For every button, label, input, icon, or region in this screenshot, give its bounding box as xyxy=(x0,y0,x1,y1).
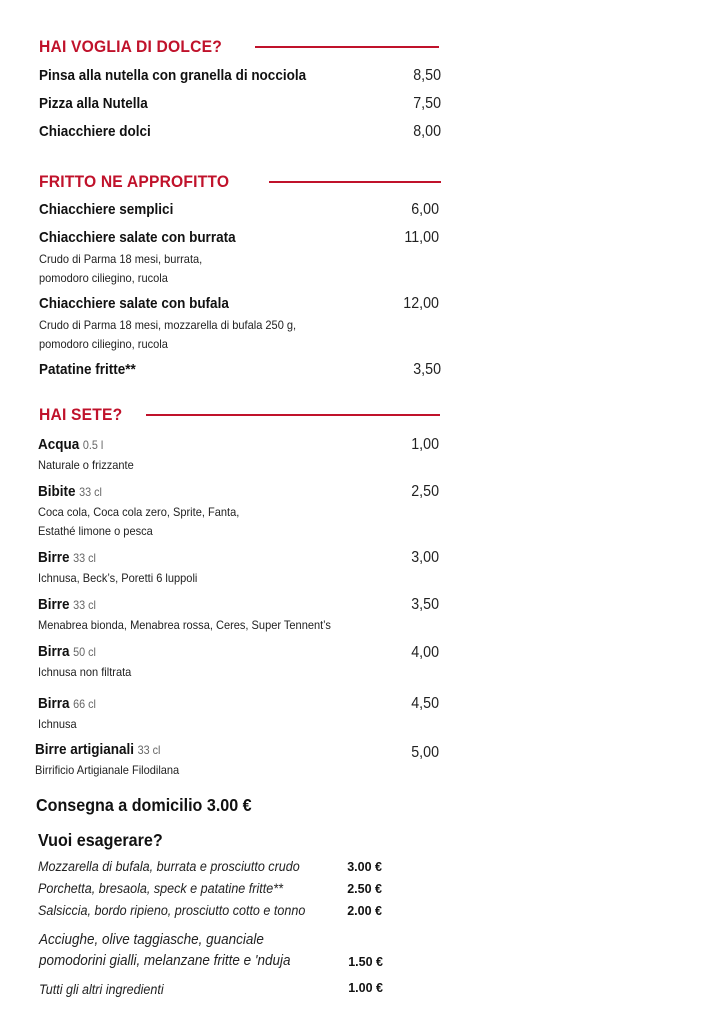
menu-item-name: Chiacchiere semplici xyxy=(39,201,174,218)
menu-item-name: Pizza alla Nutella xyxy=(39,95,148,112)
menu-item-price: 4,50 xyxy=(411,695,439,712)
menu-item-description: Menabrea bionda, Menabrea rossa, Ceres, Super Tennent’s xyxy=(38,618,331,632)
menu-item-price: 6,00 xyxy=(411,201,439,218)
menu-item-price: 12,00 xyxy=(403,295,439,312)
drink-name: Acqua xyxy=(38,436,80,453)
menu-item-name: Chiacchiere salate con burrata xyxy=(39,229,236,246)
drink-volume: 0.5 l xyxy=(82,438,104,452)
menu-item-price: 7,50 xyxy=(413,95,441,112)
menu-item-price: 1,00 xyxy=(411,436,439,453)
section-divider-sete xyxy=(146,414,440,416)
menu-item-description: pomodoro ciliegino, rucola xyxy=(39,271,168,285)
menu-item-description: Birrificio Artigianale Filodilana xyxy=(35,763,180,777)
drink-name: Birre xyxy=(38,549,70,566)
section-title-dolce: HAI VOGLIA DI DOLCE? xyxy=(39,37,222,56)
menu-item-description: Ichnusa, Beck’s, Poretti 6 luppoli xyxy=(38,571,198,585)
menu-item-name xyxy=(38,436,103,453)
drink-name: Birra xyxy=(38,643,70,660)
drink-name: Birra xyxy=(38,695,70,712)
section-divider-dolce xyxy=(255,46,439,48)
menu-item-price: 8,00 xyxy=(413,123,441,140)
menu-item-name: Patatine fritte** xyxy=(39,361,136,378)
drink-volume: 33 cl xyxy=(79,485,102,499)
menu-item-price: 8,50 xyxy=(413,67,441,84)
menu-item-name xyxy=(38,643,96,660)
menu-item-description: Coca cola, Coca cola zero, Sprite, Fanta, xyxy=(38,505,240,519)
drink-name: Birre artigianali xyxy=(35,741,135,758)
menu-item-description: Estathé limone o pesca xyxy=(38,524,153,538)
delivery-fee: Consegna a domicilio 3.00 € xyxy=(36,795,252,815)
extra-price: 2.50 € xyxy=(347,882,382,896)
drink-volume: 33 cl xyxy=(137,743,161,757)
extra-price: 1.50 € xyxy=(348,955,383,969)
menu-item-description: pomodoro ciliegino, rucola xyxy=(39,337,168,351)
section-title-fritto: FRITTO NE APPROFITTO xyxy=(39,172,230,191)
menu-item-description: Naturale o frizzante xyxy=(38,458,134,472)
menu-item-name: Chiacchiere salate con bufala xyxy=(39,295,229,312)
drink-volume: 33 cl xyxy=(73,551,96,565)
extra-item: Salsiccia, bordo ripieno, prosciutto cotto e tonno xyxy=(38,903,306,918)
menu-item-name xyxy=(38,483,102,500)
extra-price: 3.00 € xyxy=(347,860,382,874)
menu-item-price: 4,00 xyxy=(411,644,439,661)
menu-item-name: Pinsa alla nutella con granella di nocciola xyxy=(39,67,307,84)
extra-item: Acciughe, olive taggiasche, guanciale xyxy=(39,932,264,948)
drink-volume: 33 cl xyxy=(73,598,96,612)
menu-item-price: 3,50 xyxy=(413,361,441,378)
menu-item-name xyxy=(38,549,96,566)
extra-item-continued: pomodorini gialli, melanzane fritte e 'nduja xyxy=(39,953,291,969)
menu-item-name xyxy=(38,596,96,613)
menu-item-price: 3,50 xyxy=(411,596,439,613)
drink-name: Bibite xyxy=(38,483,76,500)
extra-price: 2.00 € xyxy=(347,904,382,918)
menu-item-description: Crudo di Parma 18 mesi, burrata, xyxy=(39,252,203,266)
extra-item: Tutti gli altri ingredienti xyxy=(39,982,164,997)
drink-name: Birre xyxy=(38,596,70,613)
menu-item-price: 5,00 xyxy=(411,744,439,761)
menu-item-name xyxy=(35,741,160,758)
menu-item-name: Chiacchiere dolci xyxy=(39,123,151,140)
menu-item-price: 2,50 xyxy=(411,483,439,500)
extra-item: Mozzarella di bufala, burrata e prosciutto crudo xyxy=(38,859,300,874)
extra-item: Porchetta, bresaola, speck e patatine fritte** xyxy=(38,881,283,896)
menu-item-description: Ichnusa xyxy=(38,717,77,731)
menu-item-description: Ichnusa non filtrata xyxy=(38,665,132,679)
section-divider-fritto xyxy=(269,181,441,183)
section-title-sete: HAI SETE? xyxy=(39,405,123,424)
drink-volume: 66 cl xyxy=(73,697,96,711)
menu-item-name xyxy=(38,695,96,712)
extras-title: Vuoi esagerare? xyxy=(38,830,163,850)
menu-item-price: 11,00 xyxy=(404,229,439,246)
menu-item-description: Crudo di Parma 18 mesi, mozzarella di bufala 250 g, xyxy=(39,318,297,332)
extra-price: 1.00 € xyxy=(348,981,383,995)
menu-item-price: 3,00 xyxy=(411,549,439,566)
drink-volume: 50 cl xyxy=(73,645,96,659)
